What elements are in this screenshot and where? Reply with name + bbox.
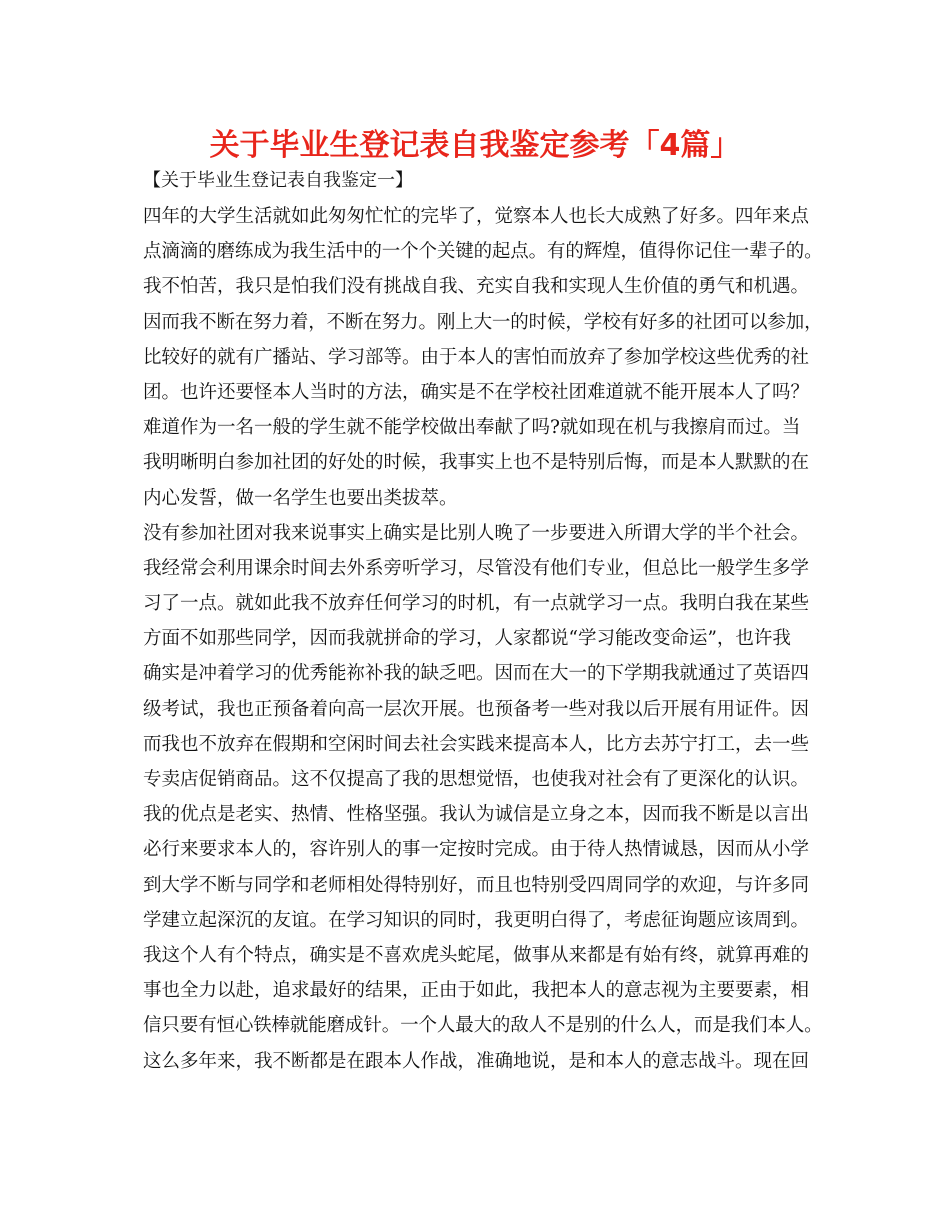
body-text-line: 因而我不断在努力着，不断在努力。刚上大一的时候，学校有好多的社团可以参加， [143,311,823,333]
body-text-line: 点滴滴的磨练成为我生活中的一个个关键的起点。有的辉煌，值得你记住一辈子的。 [143,241,823,263]
body-text-line: 团。也许还要怪本人当时的方法，确实是不在学校社团难道就不能开展本人了吗？ [143,381,810,403]
document-title: 关于毕业生登记表自我鉴定参考「4篇」 [209,128,741,163]
body-text-line: 四年的大学生活就如此匆匆忙忙的完毕了，觉察本人也长大成熟了好多。四年来点 [143,206,810,227]
body-text-line: 没有参加社团对我来说事实上确实是比别人晚了一步要进入所谓大学的半个社会。 [143,522,810,544]
body-text-line: 内心发誓，做一名学生也要出类拔萃。 [143,487,458,509]
body-text-line: 习了一点。就如此我不放弃任何学习的时机，有一点就学习一点。我明白我在某些 [143,593,810,615]
body-text-line: 我这个人有个特点，确实是不喜欢虎头蛇尾，做事从来都是有始有终，就算再难的 [143,944,810,966]
body-text-line: 这么多年来，我不断都是在跟本人作战，准确地说，是和本人的意志战斗。现在回 [143,1050,810,1072]
section-heading: 【关于毕业生登记表自我鉴定一】 [143,170,413,191]
body-text-line: 我不怕苦，我只是怕我们没有挑战自我、充实自我和实现人生价值的勇气和机遇。 [143,276,810,298]
body-text-line: 比较好的就有广播站、学习部等。由于本人的害怕而放弃了参加学校这些优秀的社 [143,346,810,368]
body-text-line: 事也全力以赴，追求最好的结果，正由于如此，我把本人的意志视为主要要素，相 [143,980,810,1002]
body-text-line: 级考试，我也正预备着向高一层次开展。也预备考一些对我以后开展有用证件。因 [143,698,810,720]
body-text-line: 我的优点是老实、热情、性格坚强。我认为诚信是立身之本，因而我不断是以言出 [143,804,810,826]
body-text-line: 信只要有恒心铁棒就能磨成针。一个人最大的敌人不是别的什么人，而是我们本人。 [143,1015,823,1037]
body-text-line: 而我也不放弃在假期和空闲时间去社会实践来提高本人，比方去苏宁打工，去一些 [143,733,810,755]
body-text-line: 方面不如那些同学，因而我就拼命的学习，人家都说“学习能改变命运”，也许我 [143,628,791,650]
body-text-line: 专卖店促销商品。这不仅提高了我的思想觉悟，也使我对社会有了更深化的认识。 [143,769,810,790]
body-text-line: 到大学不断与同学和老师相处得特别好，而且也特别受四周同学的欢迎，与许多同 [143,874,810,896]
body-text-line: 确实是冲着学习的优秀能祢补我的缺乏吧。因而在大一的下学期我就通过了英语四 [143,663,810,685]
body-text-line: 学建立起深沉的友谊。在学习知识的同时，我更明白得了，考虑征询题应该周到。 [143,909,810,931]
body-text-line: 必行来要求本人的，容许别人的事一定按时完成。由于待人热情诚恳，因而从小学 [143,839,810,861]
document-body [143,199,823,1079]
body-text-line: 难道作为一名一般的学生就不能学校做出奉献了吗?就如现在机与我擦肩而过。当 [143,417,801,439]
body-text-line: 我经常会利用课余时间去外系旁听学习，尽管没有他们专业，但总比一般学生多学 [143,557,810,579]
body-text-line: 我明晰明白参加社团的好处的时候，我事实上也不是特别后悔，而是本人默默的在 [143,452,810,474]
